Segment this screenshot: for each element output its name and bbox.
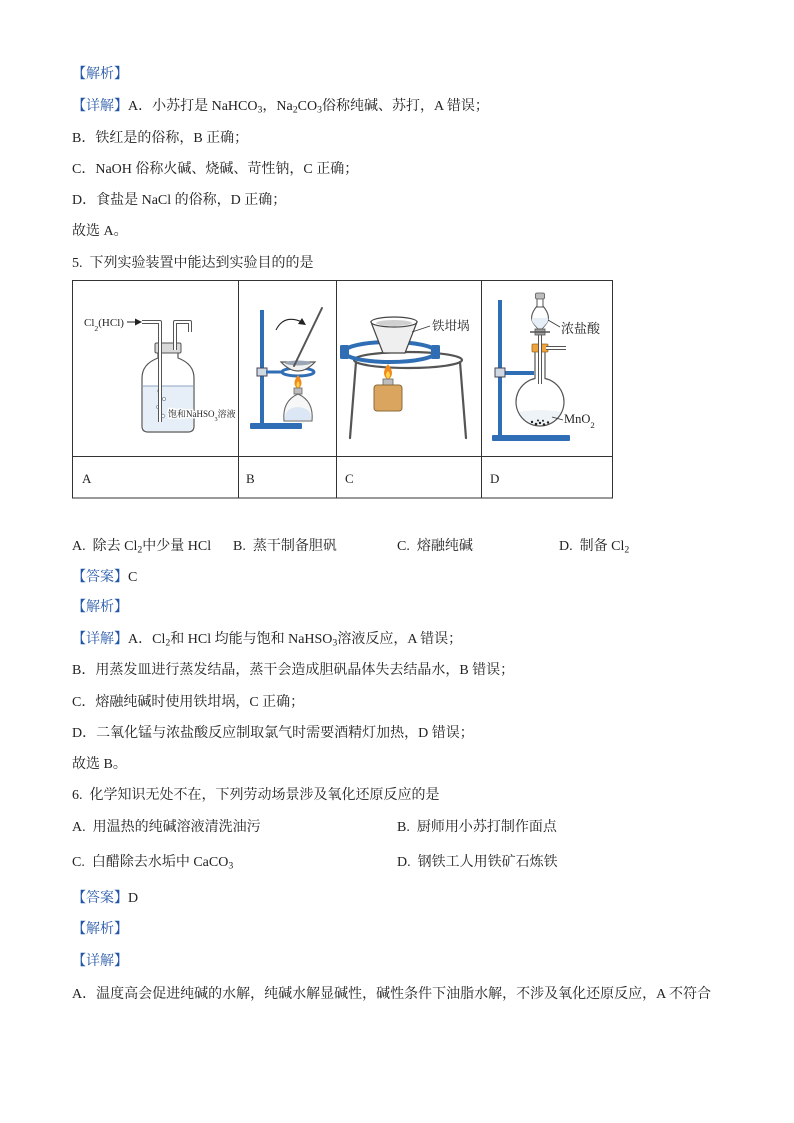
text-run: C．NaOH 俗称火碱、烧碱、苛性钠，C 正确；: [72, 162, 359, 177]
lamp-neck: [294, 388, 302, 394]
question-text: 下列实验装置中能达到实验目的的是: [89, 256, 314, 271]
text-run: A．小苏打是 NaHCO: [128, 99, 258, 114]
option-text: [417, 539, 473, 554]
option-text: [580, 539, 630, 554]
q5-option-d: [559, 537, 629, 557]
q4-analysis-label: 【解析】: [72, 67, 128, 82]
figure-c-crucible-heating: [340, 317, 470, 438]
q4-conclusion: 故选 A。: [72, 224, 128, 239]
apparatus-table: [72, 280, 613, 499]
text-run: 溶液反应，A 错误；: [337, 632, 463, 647]
cell-label-a: A: [82, 471, 92, 486]
text-run: D．二氧化锰与浓盐酸反应制取氯气时需要酒精灯加热，D 错误；: [72, 726, 474, 741]
text-run: 厨师用小苏打制作面点: [416, 820, 557, 835]
q6-answer: [72, 889, 138, 909]
subscript: 3: [257, 104, 263, 116]
q6-option-b: [397, 818, 557, 838]
text-run: 中少量 HCl: [142, 539, 212, 554]
q5-conclusion: 故选 B。: [72, 757, 127, 772]
option-letter: B.: [233, 539, 246, 554]
detail-text: [128, 632, 462, 647]
text-run: ，Na: [262, 99, 293, 114]
subscript: 2: [137, 544, 143, 556]
answer-label: 【答案】: [72, 891, 128, 906]
q4-detail-line-4: [72, 191, 286, 211]
funnel-acid: [532, 318, 549, 329]
q6-detail-label: 【详解】: [72, 954, 128, 969]
option-letter: A.: [72, 539, 86, 554]
q6-detail-line-1: [72, 985, 711, 1005]
subscript: 3: [317, 104, 322, 116]
text-run: 制备 Cl: [579, 539, 625, 554]
q4-detail-line-1: [72, 97, 489, 117]
cell-label-d: D: [490, 471, 500, 486]
stand-rod: [260, 310, 264, 424]
stand-base: [492, 435, 570, 441]
option-text: [418, 855, 558, 870]
option-letter: A.: [72, 820, 86, 835]
inlet-gas-label: [84, 317, 124, 333]
subscript: 2: [590, 420, 595, 430]
solid-label: [564, 412, 595, 430]
cell-label-c: C: [345, 471, 354, 486]
q4-detail-line-2: [72, 129, 248, 149]
text-run: 用温热的纯碱溶液清洗油污: [92, 820, 261, 835]
q5-detail-line-2: [72, 661, 514, 681]
text-run: 除去 Cl: [92, 539, 138, 554]
stand-base: [250, 423, 302, 429]
q6-option-c: [72, 853, 233, 873]
triangle-clip-right: [431, 345, 440, 359]
q4-detail-line-3: [72, 160, 358, 180]
q6-option-a: [72, 818, 261, 838]
text-run: 钢铁工人用铁矿石炼铁: [417, 855, 558, 870]
subscript: 2: [94, 323, 99, 333]
detail-text: [128, 99, 489, 114]
acid-label: 浓盐酸: [561, 321, 601, 336]
subscript: 2: [292, 104, 298, 116]
q6-option-d: [397, 853, 558, 873]
alcohol-lamp: [374, 385, 402, 411]
q5-option-c: [397, 537, 473, 557]
text-run: 俗称纯碱、苏打，A 错误；: [322, 99, 489, 114]
q5-option-b: [233, 537, 337, 557]
option-letter: C.: [397, 539, 410, 554]
subscript: 2: [624, 544, 630, 556]
option-text: [92, 855, 233, 870]
text-run: A．Cl: [128, 632, 166, 647]
q5-stem: [72, 254, 314, 274]
text-run: MnO: [564, 412, 591, 426]
boss-head: [257, 368, 267, 376]
crucible-inside: [376, 320, 412, 326]
option-text: [93, 820, 261, 835]
cell-labels: [82, 471, 499, 486]
q5-answer: [72, 568, 137, 588]
crucible-label: 铁坩埚: [432, 319, 470, 333]
figure-b-evaporation: [250, 308, 322, 429]
q5-detail-line-3: [72, 693, 304, 713]
subscript: 3: [332, 637, 338, 649]
cell-label-b: B: [246, 471, 255, 486]
subscript: 3: [214, 415, 218, 423]
figure-a-gas-washing-bottle: [84, 317, 236, 432]
subscript: 3: [228, 860, 234, 872]
text-run: 白醋除去水垢中 CaCO: [91, 855, 229, 870]
text-run: 和 HCl 均能与饱和 NaHSO: [170, 632, 333, 647]
inlet-arrow: [127, 319, 142, 326]
subscript: 2: [165, 637, 171, 649]
text-run: 蒸干制备胆矾: [252, 539, 337, 554]
answer-value: D: [128, 891, 139, 906]
option-letter: C.: [72, 855, 85, 870]
question-text: 化学知识无处不在，下列劳动场景涉及氧化还原反应的是: [89, 788, 440, 803]
question-number: 6.: [72, 788, 83, 803]
clamp-boss: [495, 368, 505, 377]
text-run: C．熔融纯碱时使用铁坩埚，C 正确；: [72, 695, 305, 710]
dish-contents: [285, 361, 311, 366]
option-text: [253, 539, 337, 554]
q5-option-a: [72, 537, 211, 557]
answer-value: C: [128, 570, 138, 585]
text-run: (HCl): [98, 317, 124, 329]
q5-detail-line-1: [72, 630, 462, 650]
text-run: 溶液: [217, 409, 236, 419]
option-text: [93, 539, 211, 554]
option-letter: D.: [397, 855, 411, 870]
detail-label: 【详解】: [72, 99, 128, 114]
option-letter: D.: [559, 539, 573, 554]
q6-analysis-label: 【解析】: [72, 922, 128, 937]
lamp-neck: [383, 379, 393, 385]
option-letter: B.: [397, 820, 410, 835]
option-text: [417, 820, 557, 835]
text-run: D．食盐是 NaCl 的俗称，D 正确；: [72, 193, 287, 208]
question-number: 5.: [72, 256, 83, 271]
text-run: B．用蒸发皿进行蒸发结晶，蒸干会造成胆矾晶体失去结晶水，B 错误；: [72, 663, 515, 678]
answer-label: 【答案】: [72, 570, 128, 585]
q5-analysis-label: 【解析】: [72, 600, 128, 615]
text-run: CO: [297, 99, 318, 114]
q5-detail-line-4: [72, 724, 474, 744]
text-run: A．温度高会促进纯碱的水解，纯碱水解显碱性，碱性条件下油脂水解，不涉及氧化还原反应，A 不符合: [72, 987, 711, 1002]
figure-d-chlorine-generator: [492, 293, 601, 441]
text-run: B．铁红是的俗称，B 正确；: [72, 131, 249, 146]
funnel-stopper: [536, 293, 545, 299]
text-run: Cl: [84, 317, 95, 329]
stirring-arrow: [276, 318, 306, 330]
text-run: 饱和NaHSO: [168, 409, 215, 419]
tripod: [350, 352, 466, 438]
text-run: 熔融纯碱: [416, 539, 473, 554]
stirring-rod: [294, 308, 322, 366]
acid-leader: [548, 320, 560, 327]
detail-label: 【详解】: [72, 632, 128, 647]
q6-stem: [72, 786, 440, 806]
triangle-clip-left: [340, 345, 349, 359]
